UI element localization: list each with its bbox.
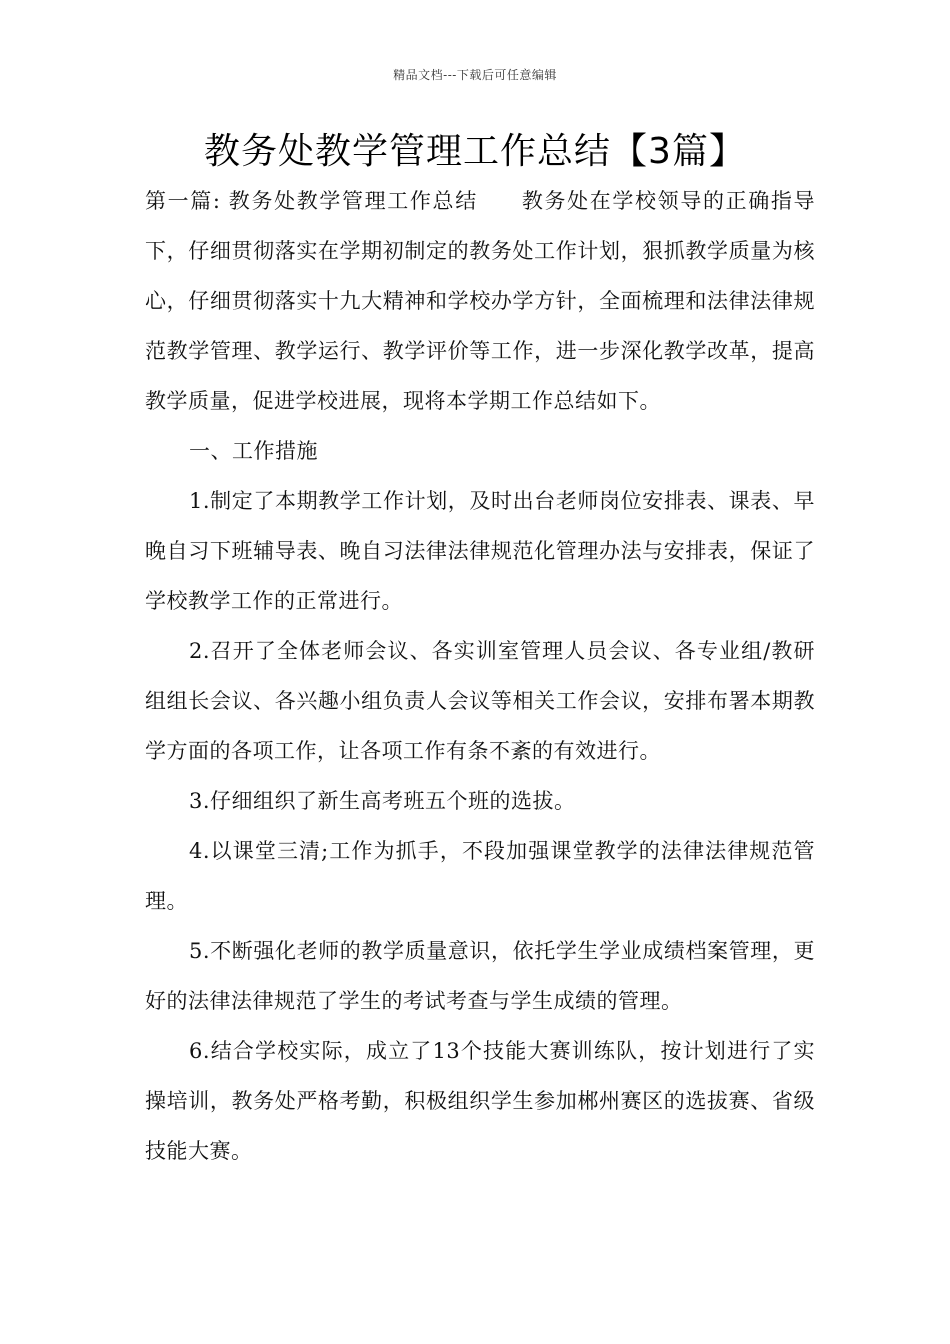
section-label: 第一篇: 教务处教学管理工作总结 (145, 189, 478, 213)
list-item: 2.召开了全体老师会议、各实训室管理人员会议、各专业组/教研组组长会议、各兴趣小组负责人会议等相关工作会议，安排布署本期教学方面的各项工作，让各项工作有条不紊的有效进行。 (145, 639, 815, 763)
document-body (145, 176, 815, 1176)
list-item: 4.以课堂三清;工作为抓手，不段加强课堂教学的法律法律规范管理。 (145, 839, 815, 913)
list-item: 3.仔细组织了新生高考班五个班的选拔。 (189, 789, 576, 813)
section-heading: 一、工作措施 (189, 439, 318, 463)
page-title: 教务处教学管理工作总结【3篇】 (204, 131, 746, 172)
intro-paragraph (145, 176, 815, 426)
list-item: 5.不断强化老师的教学质量意识，依托学生学业成绩档案管理，更好的法律法律规范了学生的考试考查与学生成绩的管理。 (145, 939, 815, 1013)
list-item: 1.制定了本期教学工作计划，及时出台老师岗位安排表、课表、早晚自习下班辅导表、晚自习法律法律规范化管理办法与安排表，保证了学校教学工作的正常进行。 (145, 489, 815, 613)
intro-text: 教务处在学校领导的正确指导下，仔细贯彻落实在学期初制定的教务处工作计划，狠抓教学质量为核心，仔细贯彻落实十九大精神和学校办学方针，全面梳理和法律法律规范教学管理、教学运行、教学评价等工作，进一步深化教学改革，提高教学质量，促进学校进展，现将本学期工作总结如下。 (145, 189, 816, 413)
list-item: 6.结合学校实际，成立了13个技能大赛训练队，按计划进行了实操培训，教务处严格考勤，积极组织学生参加郴州赛区的选拔赛、省级技能大赛。 (145, 1039, 815, 1163)
page-header: 精品文档---下载后可任意编辑 (393, 68, 557, 82)
